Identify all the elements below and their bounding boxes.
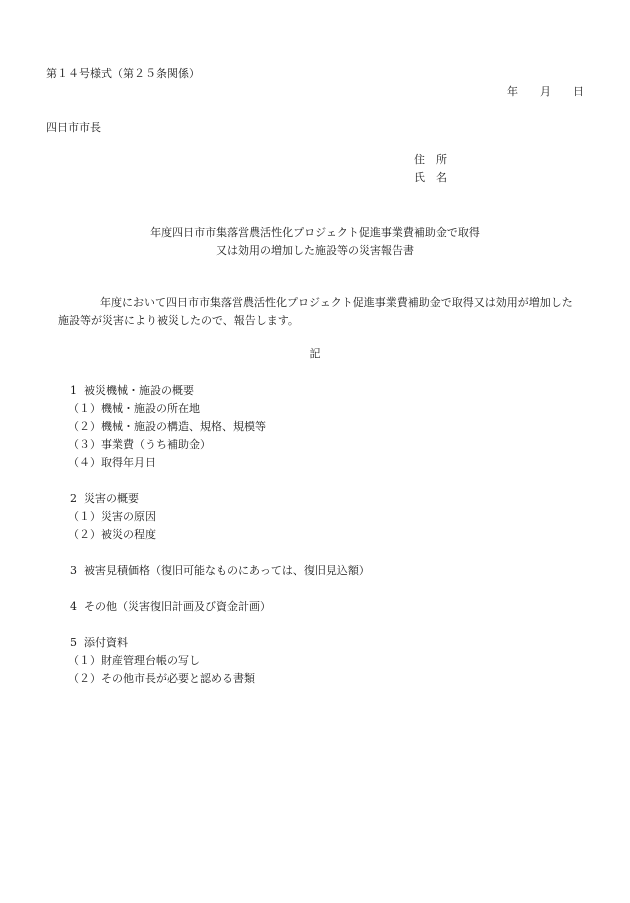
section [70,598,370,616]
date-year: 年 [507,85,518,98]
section-item: （３）事業費（うち補助金） [68,438,211,451]
section-heading [70,382,370,400]
address-label: 住 所 [414,153,447,166]
section-title: その他（災害復旧計画及び資金計画） [84,600,271,613]
section-heading [70,490,370,508]
title-line-2: 又は効用の増加した施設等の災害報告書 [216,244,414,257]
section [70,562,370,580]
name-label: 氏 名 [414,171,447,184]
ki-marker: 記 [309,347,321,360]
date-day: 日 [573,85,584,98]
date-line [507,86,584,97]
section-item: （１）災害の原因 [68,510,156,523]
section-item: （２）機械・施設の構造、規格、規模等 [68,420,266,433]
section-number: 3 [70,564,77,577]
section-heading [70,562,370,580]
sections-list [70,382,370,706]
section-item: （２）被災の程度 [68,528,156,541]
section [70,382,370,472]
section [70,634,370,688]
intro-line-2: 施設等が災害により被災したので、報告します。 [58,314,299,327]
section-number: 2 [70,492,77,505]
section-item: （１）機械・施設の所在地 [68,402,200,415]
section-number: 5 [70,636,77,649]
intro-paragraph [58,294,588,330]
section-heading [70,634,370,652]
applicant-block [414,154,447,190]
section-heading [70,598,370,616]
section-title: 添付資料 [84,636,128,649]
report-title [0,224,630,260]
section-number: 1 [70,384,77,397]
section-item: （４）取得年月日 [68,456,156,469]
title-line-1: 年度四日市市集落営農活性化プロジェクト促進事業費補助金で取得 [150,226,480,239]
section-item: （１）財産管理台帳の写し [68,654,200,667]
section-title: 被災機械・施設の概要 [84,384,194,397]
form-number: 第１４号様式（第２５条関係） [46,67,200,80]
section-title: 災害の概要 [84,492,139,505]
section-item: （２）その他市長が必要と認める書類 [68,672,255,685]
section-number: 4 [70,600,77,613]
date-month: 月 [540,85,551,98]
section-title: 被害見積価格（復旧可能なものにあっては、復旧見込額） [84,564,370,577]
intro-line-1: 年度において四日市市集落営農活性化プロジェクト促進事業費補助金で取得又は効用が増加した [100,296,573,309]
addressee: 四日市市長 [46,121,101,134]
section [70,490,370,544]
